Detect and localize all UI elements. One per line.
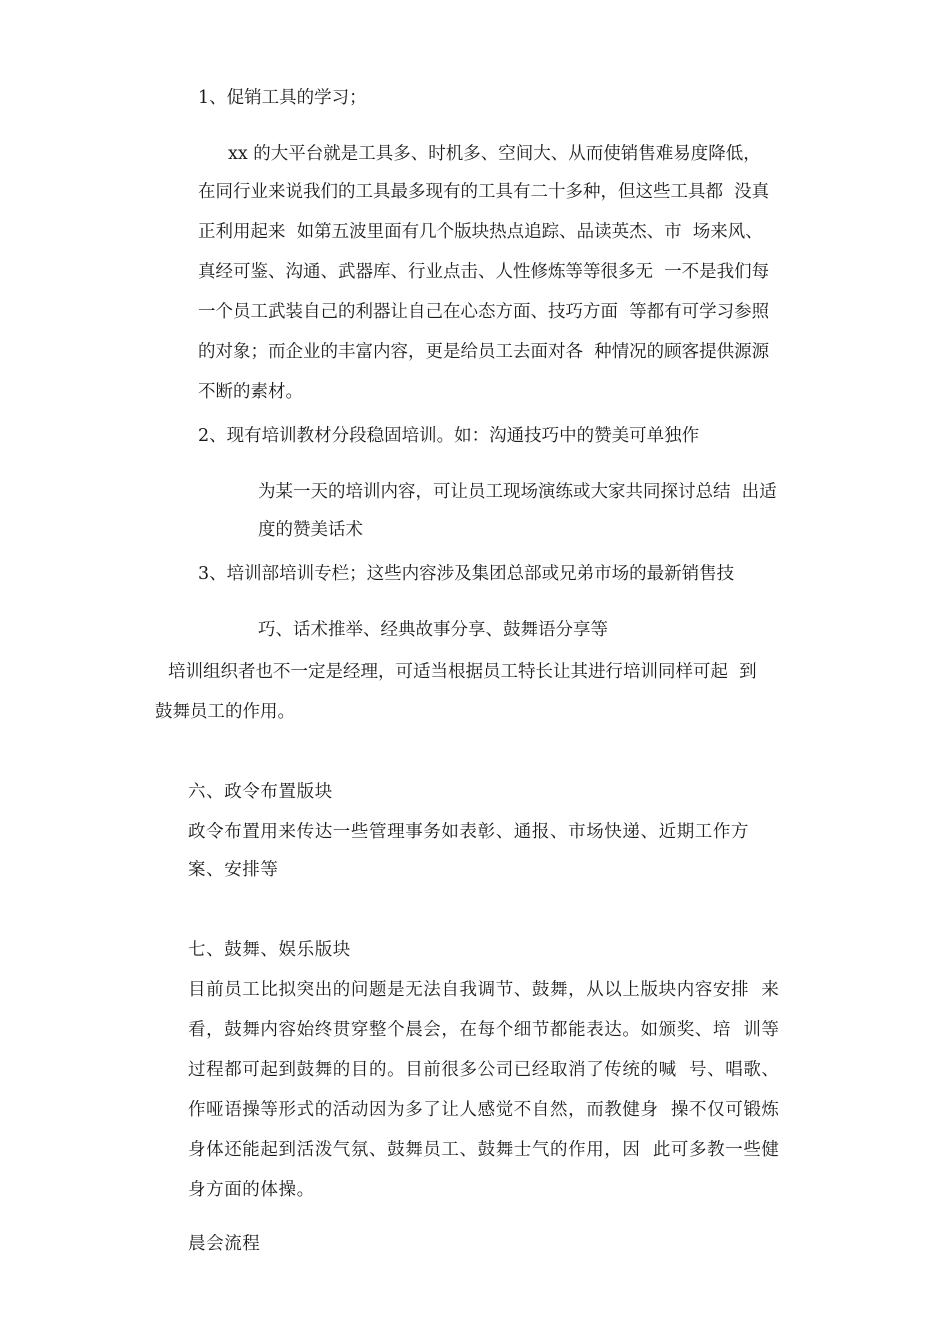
trainer-note-line-1: 培训组织者也不一定是经理，可适当根据员工特长让其进行培训同样可起 到 xyxy=(168,662,757,682)
trainer-note-line-2: 鼓舞员工的作用。 xyxy=(155,702,295,722)
item3-line-1: 巧、话术推举、经典故事分享、鼓舞语分享等 xyxy=(258,620,608,640)
section7-line-1: 目前员工比拟突出的问题是无法自我调节、鼓舞，从以上版块内容安排 来 xyxy=(188,980,780,1000)
item1-line-2: 在同行业来说我们的工具最多现有的工具有二十多种，但这些工具都 没真 xyxy=(198,182,770,202)
item1-line-3: 正利用起来 如第五波里面有几个版块热点追踪、品读英杰、市 场来风、 xyxy=(198,222,763,242)
item1-line-4: 真经可鉴、沟通、武器库、行业点击、人性修炼等等很多无 一不是我们每 xyxy=(198,262,770,282)
section7-line-2: 看，鼓舞内容始终贯穿整个晨会，在每个细节都能表达。如颁奖、培 训等 xyxy=(188,1020,780,1040)
item1-line-7: 不断的素材。 xyxy=(198,382,303,402)
item1-line-5: 一个员工武装自己的利器让自己在心态方面、技巧方面 等都有可学习参照 xyxy=(198,302,770,322)
item1-heading: 1、促销工具的学习； xyxy=(198,88,367,108)
section7-line-3: 过程都可起到鼓舞的目的。目前很多公司已经取消了传统的喊 号、唱歌、 xyxy=(188,1060,780,1080)
section7-line-6: 身方面的体操。 xyxy=(188,1180,315,1200)
item2-line-2: 度的赞美话术 xyxy=(258,520,363,540)
section7-heading: 七、鼓舞、娱乐版块 xyxy=(188,940,351,960)
section7-line-4: 作哑语操等形式的活动因为多了让人感觉不自然，而教健身 操不仅可锻炼 xyxy=(188,1100,780,1120)
item1-line-1: xx 的大平台就是工具多、时机多、空间大、从而使销售难易度降低， xyxy=(228,144,761,164)
section6-heading: 六、政令布置版块 xyxy=(188,782,333,802)
item1-line-6: 的对象；而企业的丰富内容，更是给员工去面对各 种情况的顾客提供源源 xyxy=(198,342,770,362)
section6-line-2: 案、安排等 xyxy=(188,860,279,880)
section6-line-1: 政令布置用来传达一些管理事务如表彰、通报、市场快递、近期工作方 xyxy=(188,822,750,842)
morning-meeting-flow-heading: 晨会流程 xyxy=(188,1234,261,1254)
item2-heading: 2、现有培训教材分段稳固培训。如：沟通技巧中的赞美可单独作 xyxy=(198,426,700,446)
item2-line-1: 为某一天的培训内容，可让员工现场演练或大家共同探讨总结 出适 xyxy=(258,482,777,502)
item3-heading: 3、培训部培训专栏；这些内容涉及集团总部或兄弟市场的最新销售技 xyxy=(198,564,735,584)
section7-line-5: 身体还能起到活泼气氛、鼓舞员工、鼓舞士气的作用，因 此可多教一些健 xyxy=(188,1140,780,1160)
